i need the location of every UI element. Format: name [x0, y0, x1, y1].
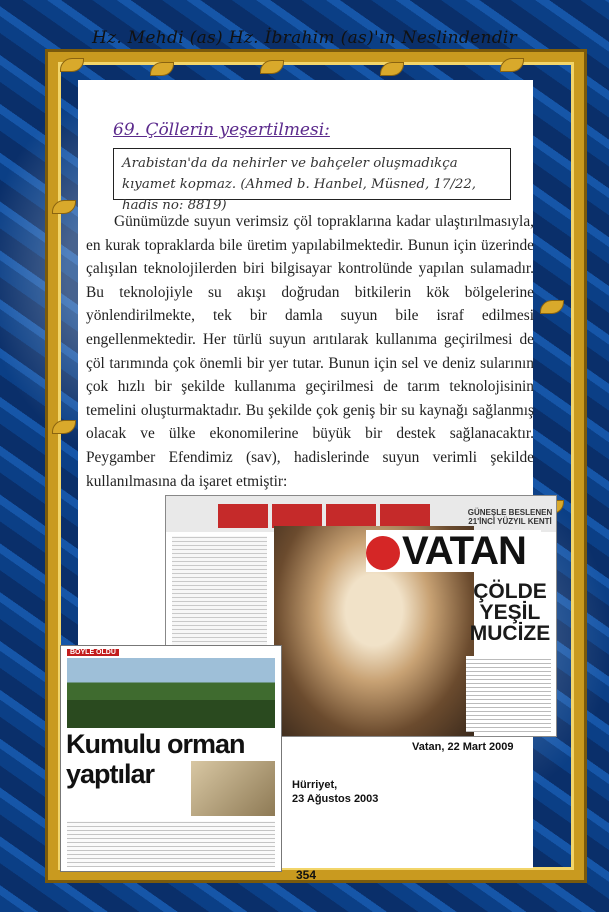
hurriyet-caption-1: Hürriyet, — [292, 779, 338, 791]
hurriyet-newspaper-clipping — [60, 645, 282, 872]
hadith-quote-box: Arabistan'da da nehirler ve bahçeler oluşmadıkça kıyamet kopmaz. (Ahmed b. Hanbel, Müsned, 17/22, hadis no: 8819) — [113, 148, 511, 200]
stat-box — [326, 504, 376, 528]
section-title: 69. Çöllerin yeşertilmesi: — [113, 120, 330, 140]
body-paragraph: Günümüzde suyun verimsiz çöl topraklarına kadar ulaştırılmasıyla, en kurak topraklarda bile üretim yapılabilmektedir. Bunun için üzerinde çalışılan teknolojilerden biri bilgisayar kontrolünde yapılan sulamadır. Bu teknolojiyle su akışı doğrudan bitkilerin kök bölgelerine yönlendirilmekte, tek bir damla suyun bile israf edilmesi engellenmektedir. Her türlü suyun arıtılarak kullanıma geçirilmesi de çöl tarımında çok önemli bir yer tutar. Bunun için sel ve deniz sularının çok hızlı bir şekilde kullanıma geçirilmesi de tarım teknolojisinin temelini oluşturmaktadır. Bu şekilde çok geniş bir su kaynağı sağlanmış olacak ve ülke ekonomilerine büyük bir destek sağlanacaktır. Peygamber Efendimiz (sav), hadislerinde suyun verimli şekilde kullanılmasına da işaret etmiştir: — [86, 213, 534, 490]
vatan-text-column-right — [466, 656, 551, 732]
vatan-logo-text: VATAN — [402, 529, 526, 573]
vatan-headline: ÇÖLDE YEŞİL MUCİZE — [469, 580, 551, 645]
stat-box — [218, 504, 268, 528]
hurriyet-headline: Kumulu orman yaptılar — [66, 729, 245, 789]
page-number: 354 — [296, 868, 317, 882]
forest-photo — [67, 658, 275, 728]
body-text — [86, 210, 534, 493]
stat-box — [380, 504, 430, 528]
vatan-logo-circle — [366, 536, 400, 570]
vatan-caption: Vatan, 22 Mart 2009 — [412, 741, 514, 753]
hurriyet-caption-2: 23 Ağustos 2003 — [292, 793, 379, 805]
hurriyet-text-column — [67, 821, 275, 867]
vatan-subtitle: GÜNEŞLE BESLENEN 21'İNCİ YÜZYIL KENTİ — [467, 508, 553, 526]
running-header: Hz. Mehdi (as) Hz. İbrahim (as)'ın Neslindendir — [91, 28, 518, 48]
hurriyet-tag: BÖYLE OLDU — [67, 649, 119, 656]
vatan-logo — [366, 530, 541, 572]
dune-photo — [191, 761, 275, 816]
stat-box — [272, 504, 322, 528]
